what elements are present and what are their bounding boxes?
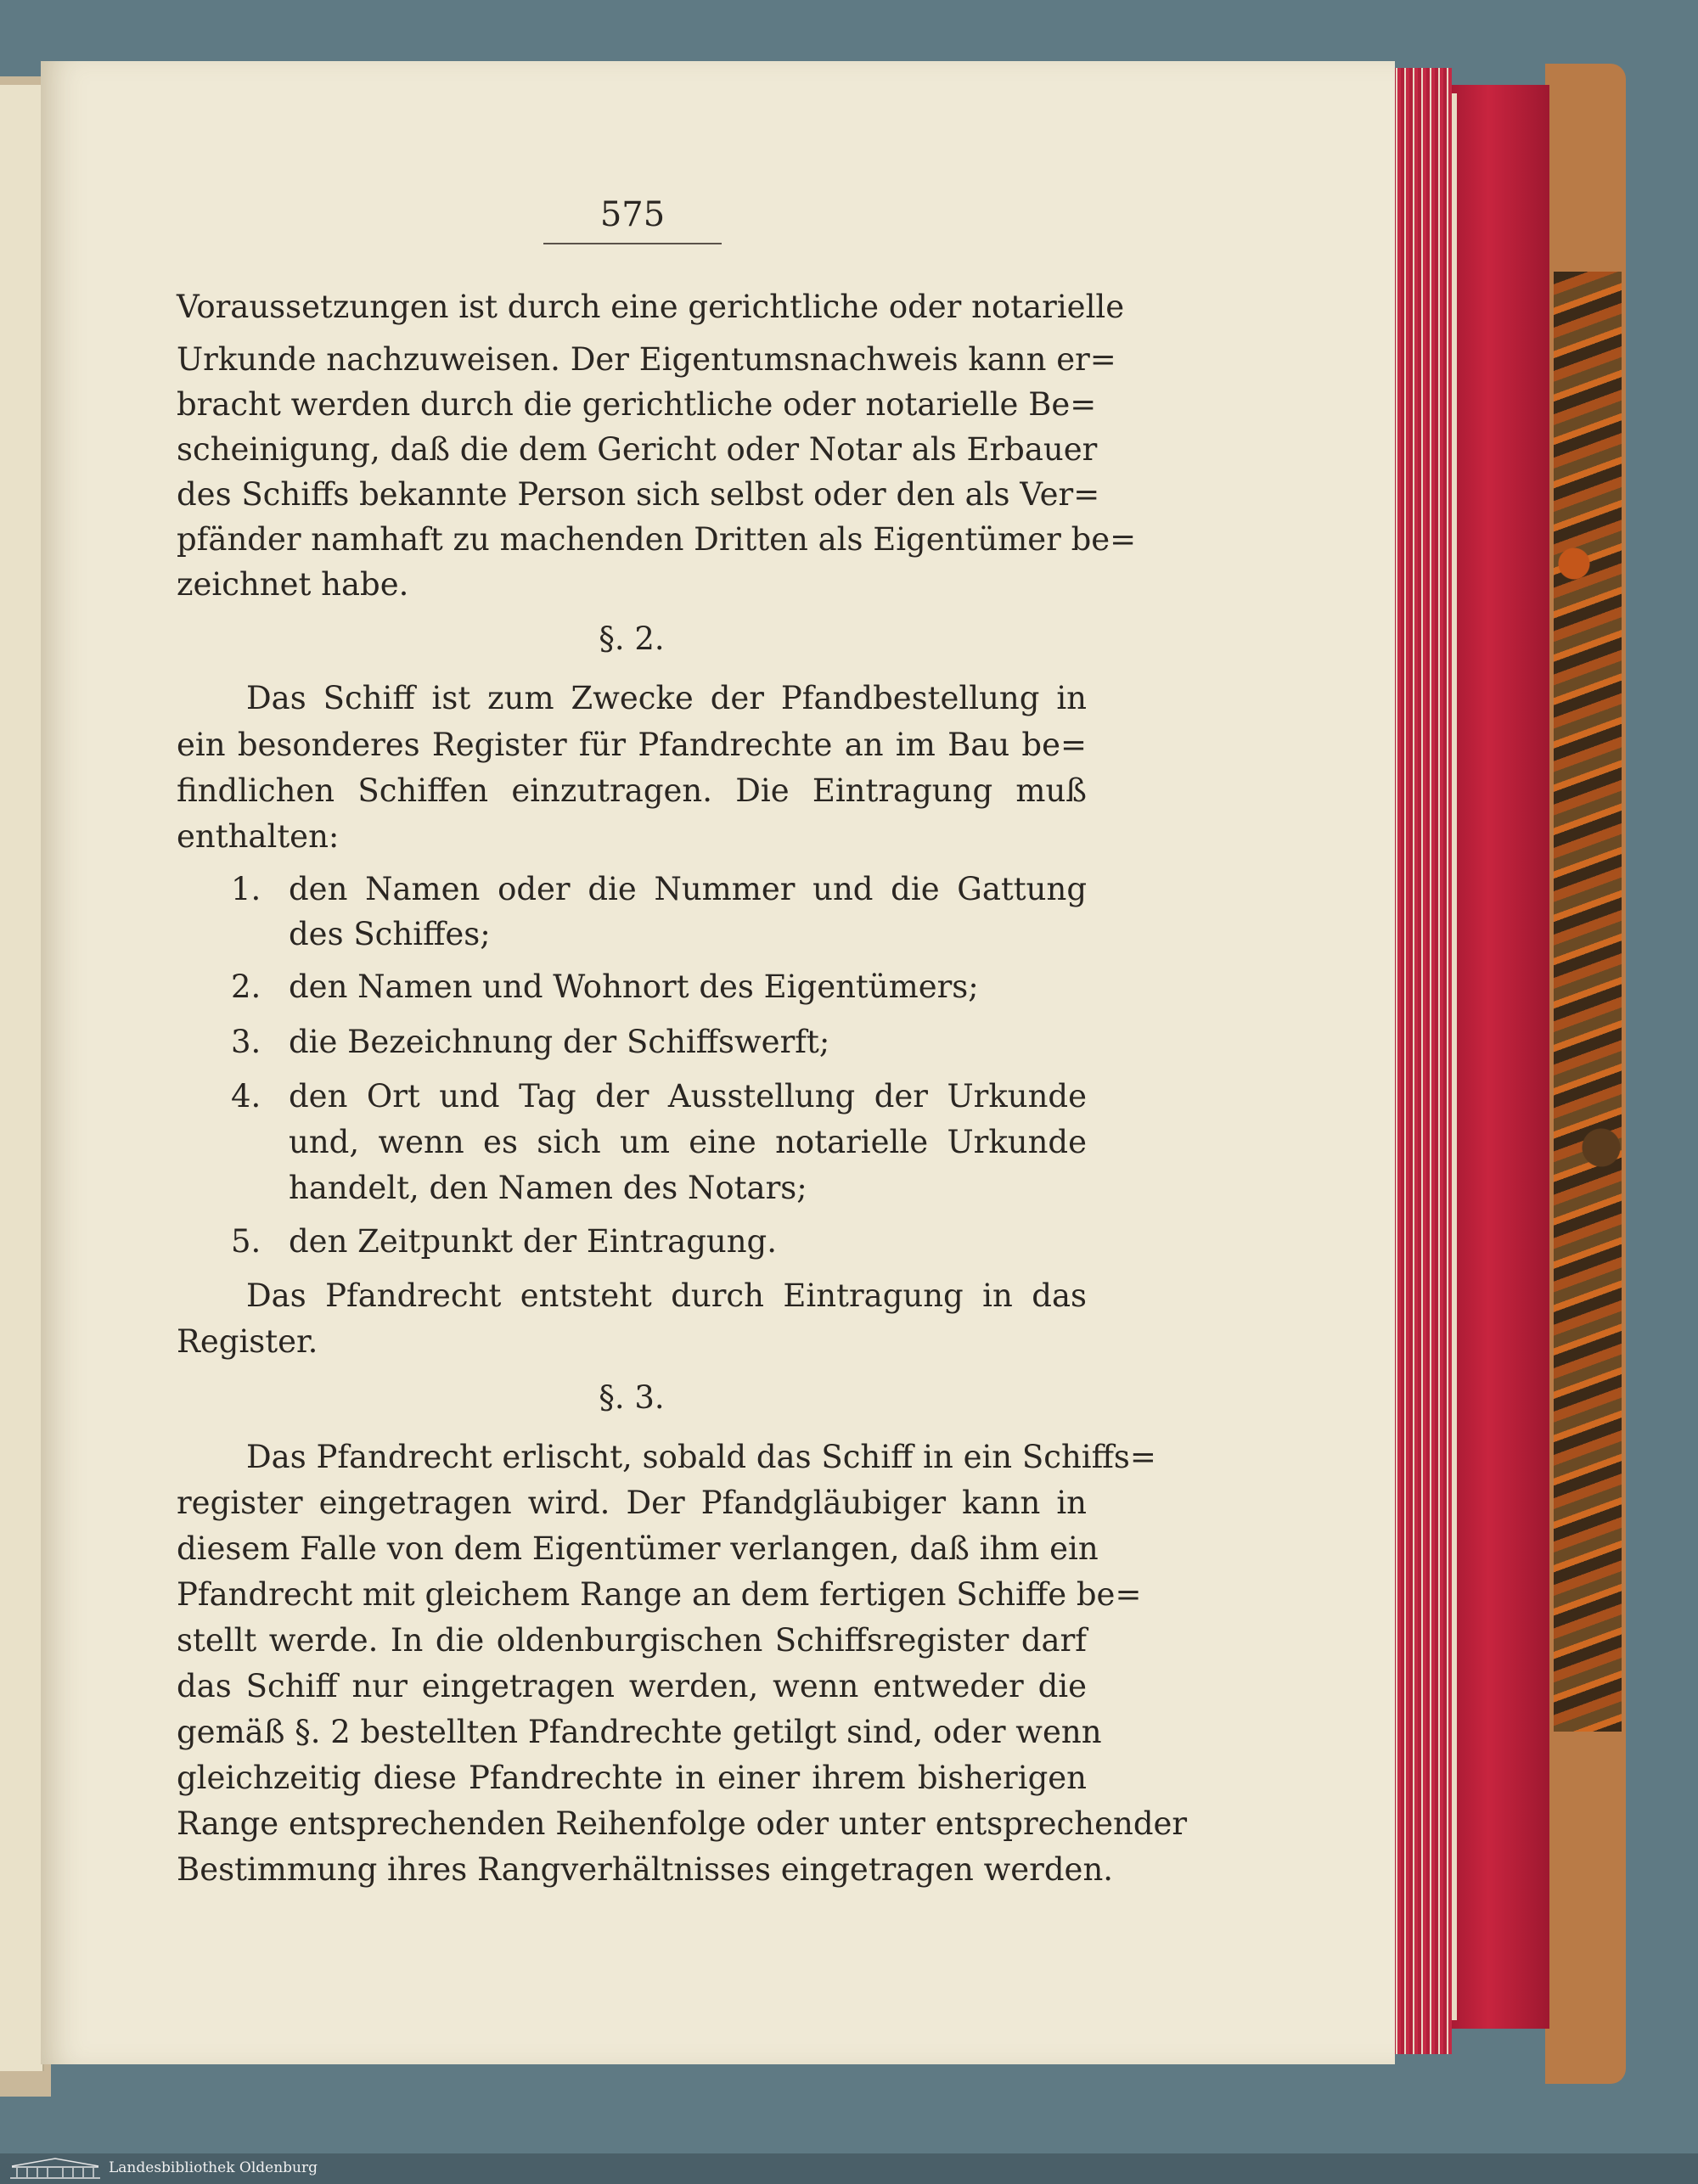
list-item: des Schiffes;: [289, 916, 491, 952]
text-line: pfänder namhaft zu machenden Dritten als Eigentümer be=: [177, 521, 1137, 558]
text-line: Das Pfandrecht entsteht durch Eintragung in das: [246, 1277, 1087, 1314]
marbled-cover-pattern: [1554, 272, 1622, 1732]
text-line: Urkunde nachzuweisen. Der Eigentumsnachweis kann er=: [177, 341, 1116, 378]
section-heading: §. 2.: [599, 620, 665, 657]
list-item: den Zeitpunkt der Eintragung.: [289, 1223, 777, 1260]
text-line: Das Pfandrecht erlischt, sobald das Schiff in ein Schiffs=: [246, 1439, 1156, 1475]
text-line: findlichen Schiffen einzutragen. Die Eintragung muß: [177, 772, 1087, 809]
text-line: Pfandrecht mit gleichem Range an dem fertigen Schiffe be=: [177, 1576, 1142, 1613]
text-line: des Schiffs bekannte Person sich selbst oder den als Ver=: [177, 476, 1100, 513]
text-line: Das Schiff ist zum Zwecke der Pfandbestellung in: [246, 680, 1087, 716]
text-line: Register.: [177, 1323, 318, 1360]
footer-bar: [0, 2153, 1698, 2184]
text-line: register eingetragen wird. Der Pfandgläubiger kann in: [177, 1485, 1087, 1521]
page-number: 575: [599, 195, 666, 234]
text-line: stellt werde. In die oldenburgischen Schiffsregister darf: [177, 1622, 1087, 1659]
text-line: gleichzeitig diese Pfandrechte in einer ihrem bisherigen: [177, 1760, 1087, 1796]
list-item-number: 5.: [231, 1223, 261, 1260]
page-edge-highlight: [1452, 93, 1457, 2020]
list-item-number: 4.: [231, 1078, 261, 1114]
text-line: scheinigung, daß die dem Gericht oder Notar als Erbauer: [177, 431, 1098, 468]
text-line: Bestimmung ihres Rangverhältnisses eingetragen werden.: [177, 1851, 1114, 1888]
list-item-number: 2.: [231, 968, 261, 1005]
section-heading: §. 3.: [599, 1379, 665, 1416]
text-line: zeichnet habe.: [177, 566, 409, 603]
list-item: den Namen und Wohnort des Eigentümers;: [289, 968, 979, 1005]
list-item: den Ort und Tag der Ausstellung der Urkunde: [289, 1078, 1087, 1114]
list-item: handelt, den Namen des Notars;: [289, 1170, 807, 1206]
text-line: Range entsprechenden Reihenfolge oder unter entsprechender: [177, 1805, 1188, 1842]
list-item: den Namen oder die Nummer und die Gattung: [289, 871, 1087, 907]
library-name[interactable]: Landesbibliothek Oldenburg: [109, 2159, 318, 2176]
list-item: und, wenn es sich um eine notarielle Urkunde: [289, 1124, 1087, 1160]
text-line: bracht werden durch die gerichtliche oder notarielle Be=: [177, 386, 1097, 423]
page-number-rule: [543, 243, 722, 244]
library-building-icon: [8, 2157, 102, 2181]
red-page-edge: [1448, 85, 1549, 2029]
text-line: Voraussetzungen ist durch eine gerichtliche oder notarielle: [177, 289, 1125, 325]
list-item-number: 1.: [231, 871, 261, 907]
list-item-number: 3.: [231, 1024, 261, 1060]
previous-page-edge: [0, 85, 44, 2071]
text-line: gemäß §. 2 bestellten Pfandrechte getilgt sind, oder wenn: [177, 1714, 1102, 1750]
text-line: enthalten:: [177, 818, 340, 855]
text-line: diesem Falle von dem Eigentümer verlangen, daß ihm ein: [177, 1530, 1099, 1567]
text-line: ein besonderes Register für Pfandrechte an im Bau be=: [177, 727, 1087, 763]
text-line: das Schiff nur eingetragen werden, wenn entweder die: [177, 1668, 1087, 1704]
list-item: die Bezeichnung der Schiffswerft;: [289, 1024, 830, 1060]
